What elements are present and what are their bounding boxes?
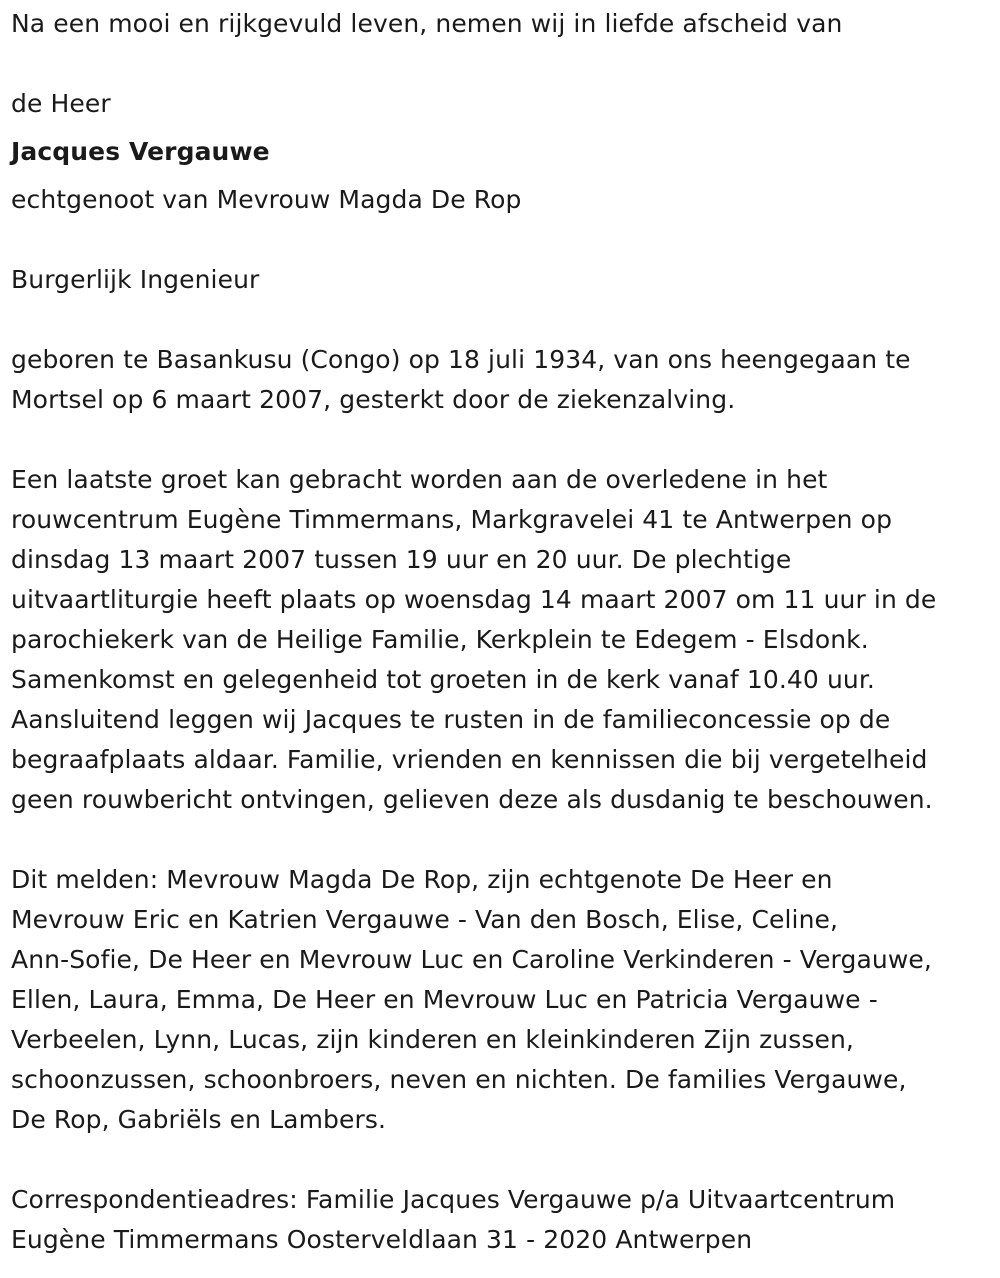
paragraph-line: geboren te Basankusu (Congo) op 18 juli 1934, van ons heengegaan te — [11, 345, 911, 374]
paragraph-line: parochiekerk van de Heilige Familie, Kerkplein te Edegem - Elsdonk. — [11, 625, 869, 654]
paragraph-line: Correspondentieadres: Familie Jacques Vergauwe p/a Uitvaartcentrum — [11, 1185, 896, 1214]
title-prefix: de Heer — [11, 89, 111, 118]
birth-death-paragraph — [11, 340, 990, 420]
paragraph-line: Ann-Sofie, De Heer en Mevrouw Luc en Caroline Verkinderen - Vergauwe, — [11, 945, 932, 974]
paragraph-line: dinsdag 13 maart 2007 tussen 19 uur en 20 uur. De plechtige — [11, 545, 792, 574]
paragraph-line: Ellen, Laura, Emma, De Heer en Mevrouw Luc en Patricia Vergauwe - — [11, 985, 878, 1014]
profession: Burgerlijk Ingenieur — [11, 265, 260, 294]
deceased-name: Jacques Vergauwe — [11, 137, 270, 166]
paragraph-line: De Rop, Gabriëls en Lambers. — [11, 1105, 387, 1134]
spacer — [11, 220, 990, 260]
spacer — [11, 44, 990, 84]
paragraph-line: Samenkomst en gelegenheid tot groeten in de kerk vanaf 10.40 uur. — [11, 665, 875, 694]
family-paragraph — [11, 860, 990, 1140]
paragraph-line: Mevrouw Eric en Katrien Vergauwe - Van den Bosch, Elise, Celine, — [11, 905, 839, 934]
spacer — [11, 420, 990, 460]
paragraph-line: Eugène Timmermans Oosterveldlaan 31 - 2020 Antwerpen — [11, 1225, 753, 1254]
paragraph-line: schoonzussen, schoonbroers, neven en nichten. De families Vergauwe, — [11, 1065, 907, 1094]
paragraph-line: begraafplaats aldaar. Familie, vrienden en kennissen die bij vergetelheid — [11, 745, 928, 774]
paragraph-line: Aansluitend leggen wij Jacques te rusten in de familieconcessie op de — [11, 705, 891, 734]
paragraph-line: uitvaartliturgie heeft plaats op woensdag 14 maart 2007 om 11 uur in de — [11, 585, 937, 614]
spacer — [11, 124, 990, 132]
spouse-line: echtgenoot van Mevrouw Magda De Rop — [11, 185, 522, 214]
paragraph-line: geen rouwbericht ontvingen, gelieven deze als dusdanig te beschouwen. — [11, 785, 933, 814]
paragraph-line: Dit melden: Mevrouw Magda De Rop, zijn echtgenote De Heer en — [11, 865, 833, 894]
correspondence-paragraph — [11, 1180, 990, 1260]
spacer — [11, 1140, 990, 1180]
spacer — [11, 820, 990, 860]
intro-text: Na een mooi en rijkgevuld leven, nemen wij in liefde afscheid van — [11, 9, 843, 38]
paragraph-line: Mortsel op 6 maart 2007, gesterkt door de ziekenzalving. — [11, 385, 736, 414]
ceremony-paragraph — [11, 460, 990, 820]
paragraph-line: rouwcentrum Eugène Timmermans, Markgravelei 41 te Antwerpen op — [11, 505, 893, 534]
paragraph-line: Een laatste groet kan gebracht worden aan de overledene in het — [11, 465, 828, 494]
spacer — [11, 172, 990, 180]
spacer — [11, 300, 990, 340]
paragraph-line: Verbeelen, Lynn, Lucas, zijn kinderen en kleinkinderen Zijn zussen, — [11, 1025, 854, 1054]
